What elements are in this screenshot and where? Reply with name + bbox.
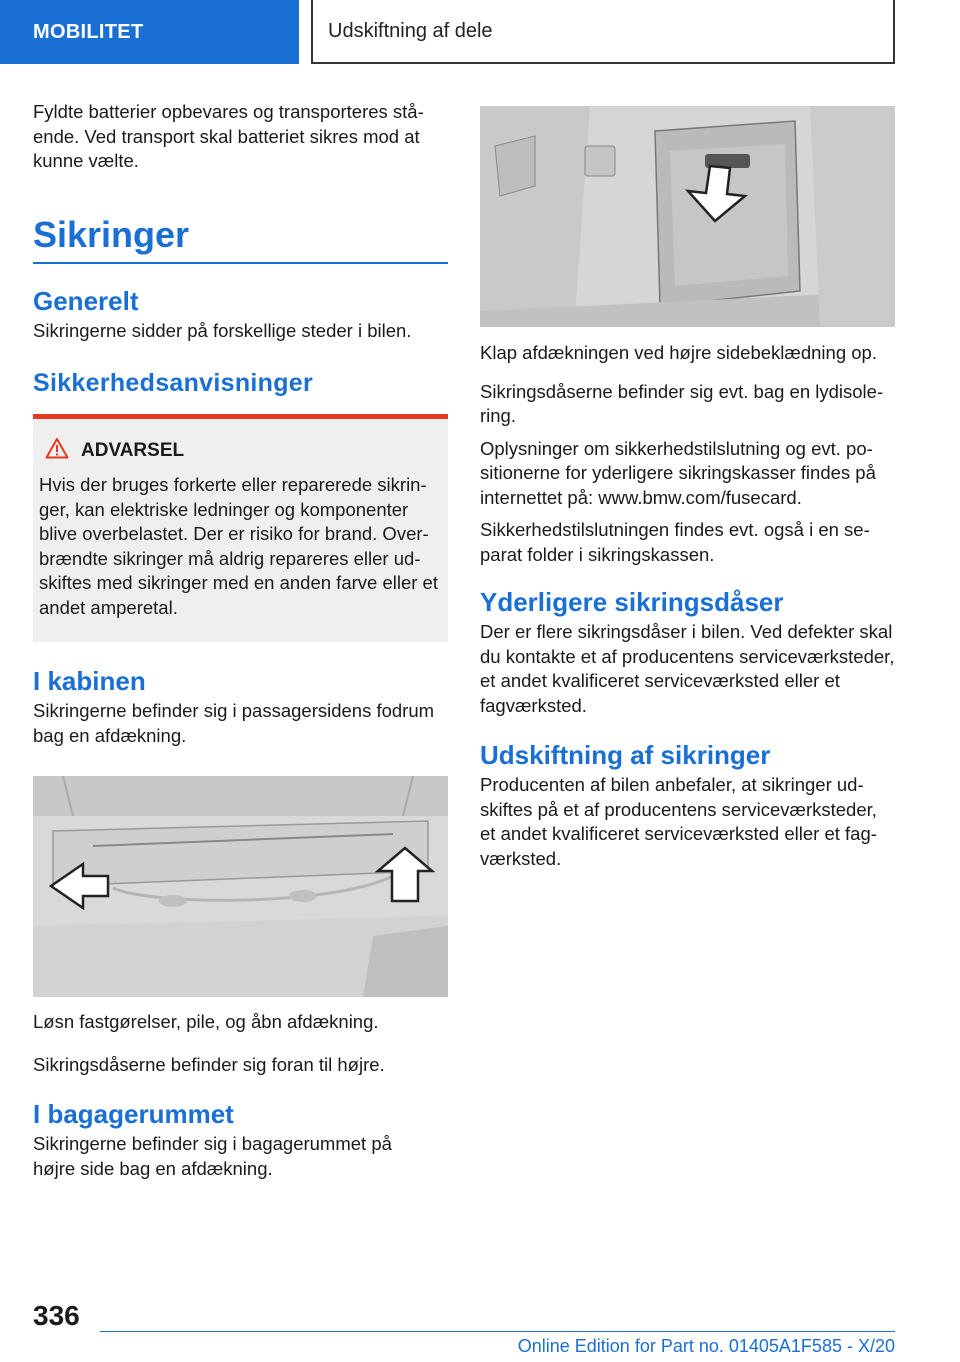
heading-i-bagagerummet: I bagagerummet [33,1099,234,1129]
heading-i-kabinen: I kabinen [33,666,146,696]
intro-paragraph: Fyldte batterier opbevares og transporteres stående. Ved transport skal batteriet sikres mod at kunne vælte. [33,101,424,171]
warning-header [39,437,441,465]
section-tab [0,0,299,64]
warning-title: ADVARSEL [81,440,185,461]
bagage-paragraph: Sikringerne befinder sig i bagagerummet på højre side bag en afdækning. [33,1133,392,1179]
edition-footer: Online Edition for Part no. 01405A1F585 - X/20 [517,1336,895,1356]
warning-box [33,414,448,642]
page-number: 336 [33,1300,80,1331]
heading-sikringer: Sikringer [33,214,448,264]
udskiftning-paragraph: Producenten af bilen anbefaler, at sikringer udskiftes på et af producentens serviceværksteder, et andet kvalificeret serviceværksted eller et fagværksted. [480,774,877,869]
right-paragraph-1: Sikringsdåserne befinder sig evt. bag en lydisolering. [480,380,884,426]
kabinen-caption: Løsn fastgørelser, pile, og åbn afdækning. [33,1011,379,1032]
right-paragraph-2: Oplysninger om sikkerhedstilslutning og evt. positionerne for yderligere sikringskasser findes på internettet på: www.bmw.com/fusecard. [480,437,876,508]
generelt-paragraph: Sikringerne sidder på forskellige steder i bilen. [33,319,412,341]
warning-triangle-icon [45,437,69,465]
warning-text: Hvis der bruges forkerte eller reparerede sikringer, kan elektriske ledninger og komponenter blive overbelastet. Der er risiko for brand. Overbrændte sikringer må aldrig repareres eller udskiftes med sikringer med en anden farve eller et andet amperetal. [39,474,438,618]
section-title: MOBILITET [33,20,144,43]
right-column [480,106,895,871]
right-paragraph-3: Sikkerhedstilslutningen findes evt. også i en separat folder i sikringskassen. [480,519,870,565]
heading-yderligere-sikringsdaaser: Yderligere sikringsdåser [480,587,784,617]
footer-divider [100,1331,895,1332]
luggage-side-panel-photo [480,106,895,327]
kabinen-paragraph: Sikringerne befinder sig i passagersidens fodrum bag en afdækning. [33,700,435,746]
heading-generelt: Generelt [33,285,139,316]
heading-udskiftning-af-sikringer: Udskiftning af sikringer [480,740,771,770]
bagage-caption: Klap afdækningen ved højre sidebeklædning op. [480,342,877,363]
heading-sikkerhedsanvisninger: Sikkerhedsanvisninger [33,369,314,397]
yderligere-paragraph: Der er flere sikringsdåser i bilen. Ved defekter skal du kontakte et af producentens serviceværksteder, et andet kvalificeret serviceværksted eller et fagværksted. [480,621,895,716]
footwell-cover-photo [33,776,448,997]
chapter-title: Udskiftning af dele [328,19,493,42]
kabinen-paragraph-2: Sikringsdåserne befinder sig foran til højre. [33,1053,385,1075]
left-column [33,100,448,1181]
chapter-header [311,0,895,64]
